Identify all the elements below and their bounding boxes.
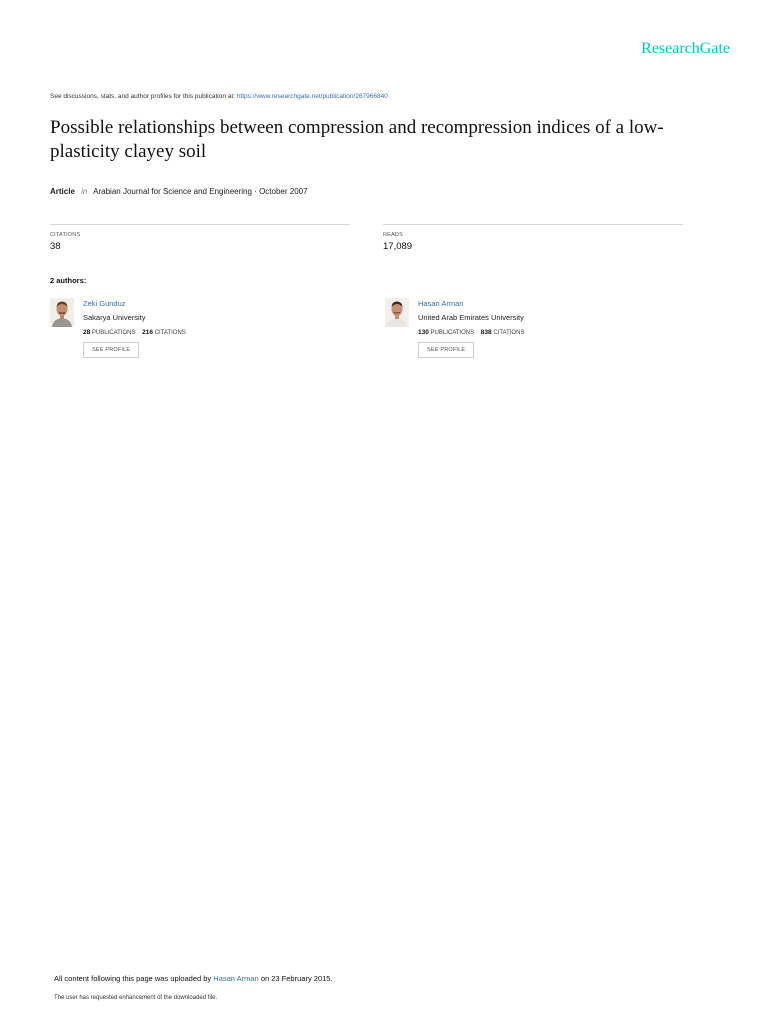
author-citations-label: CITATIONS — [154, 330, 186, 336]
meta-in-word: in — [81, 187, 88, 196]
publication-meta — [50, 187, 308, 196]
citations-stat — [50, 224, 350, 252]
researchgate-logo[interactable]: ResearchGate — [641, 40, 730, 57]
see-profile-button[interactable]: SEE PROFILE — [83, 342, 139, 358]
author-photo-icon[interactable] — [385, 298, 409, 327]
reads-count: 17,089 — [383, 241, 413, 252]
author-info — [83, 299, 186, 358]
see-profile-button[interactable]: SEE PROFILE — [418, 342, 474, 358]
journal-name: Arabian Journal for Science and Engineering — [93, 187, 252, 196]
author-name-link[interactable]: Zeki Gunduz — [83, 299, 126, 308]
discussion-prefix: See discussions, stats, and author profiles for this publication at: — [50, 93, 235, 100]
publications-label: PUBLICATIONS — [430, 330, 475, 336]
reads-label: READS — [383, 232, 403, 238]
author-card — [50, 298, 350, 368]
author-photo-icon[interactable] — [50, 298, 74, 327]
publication-date: October 2007 — [259, 187, 308, 196]
publications-label: PUBLICATIONS — [91, 330, 136, 336]
upload-prefix: All content following this page was uploaded by — [54, 974, 212, 983]
upload-notice — [54, 974, 333, 983]
reads-stat — [383, 224, 683, 252]
publications-count: 28 — [83, 329, 91, 336]
discussion-line — [50, 93, 388, 100]
enhancement-notice: The user has requested enhancement of the downloaded file. — [54, 995, 218, 1001]
author-institution: Sakarya University — [83, 313, 146, 322]
meta-separator: · — [254, 187, 257, 196]
citations-label: CITATIONS — [50, 232, 81, 238]
citations-count: 38 — [50, 241, 61, 252]
author-citations-count: 216 — [142, 329, 154, 336]
publications-count: 130 — [418, 329, 429, 336]
author-card — [385, 298, 685, 368]
uploader-link[interactable]: Hasan Arman — [213, 974, 259, 983]
authors-heading: 2 authors: — [50, 276, 87, 285]
author-counts — [83, 329, 186, 336]
author-citations-label: CITATIONS — [493, 330, 525, 336]
author-name-link[interactable]: Hasan Arman — [418, 299, 464, 308]
publication-title: Possible relationships between compression and recompression indices of a low-plasticity clayey soil — [50, 117, 664, 162]
author-info — [418, 299, 524, 358]
author-counts — [418, 329, 524, 336]
author-citations-count: 838 — [480, 329, 492, 336]
upload-date: on 23 February 2015. — [260, 974, 333, 983]
author-institution: United Arab Emirates University — [418, 313, 524, 322]
publication-type: Article — [50, 187, 75, 196]
publication-url-link[interactable]: https://www.researchgate.net/publication/267966840 — [236, 93, 388, 100]
